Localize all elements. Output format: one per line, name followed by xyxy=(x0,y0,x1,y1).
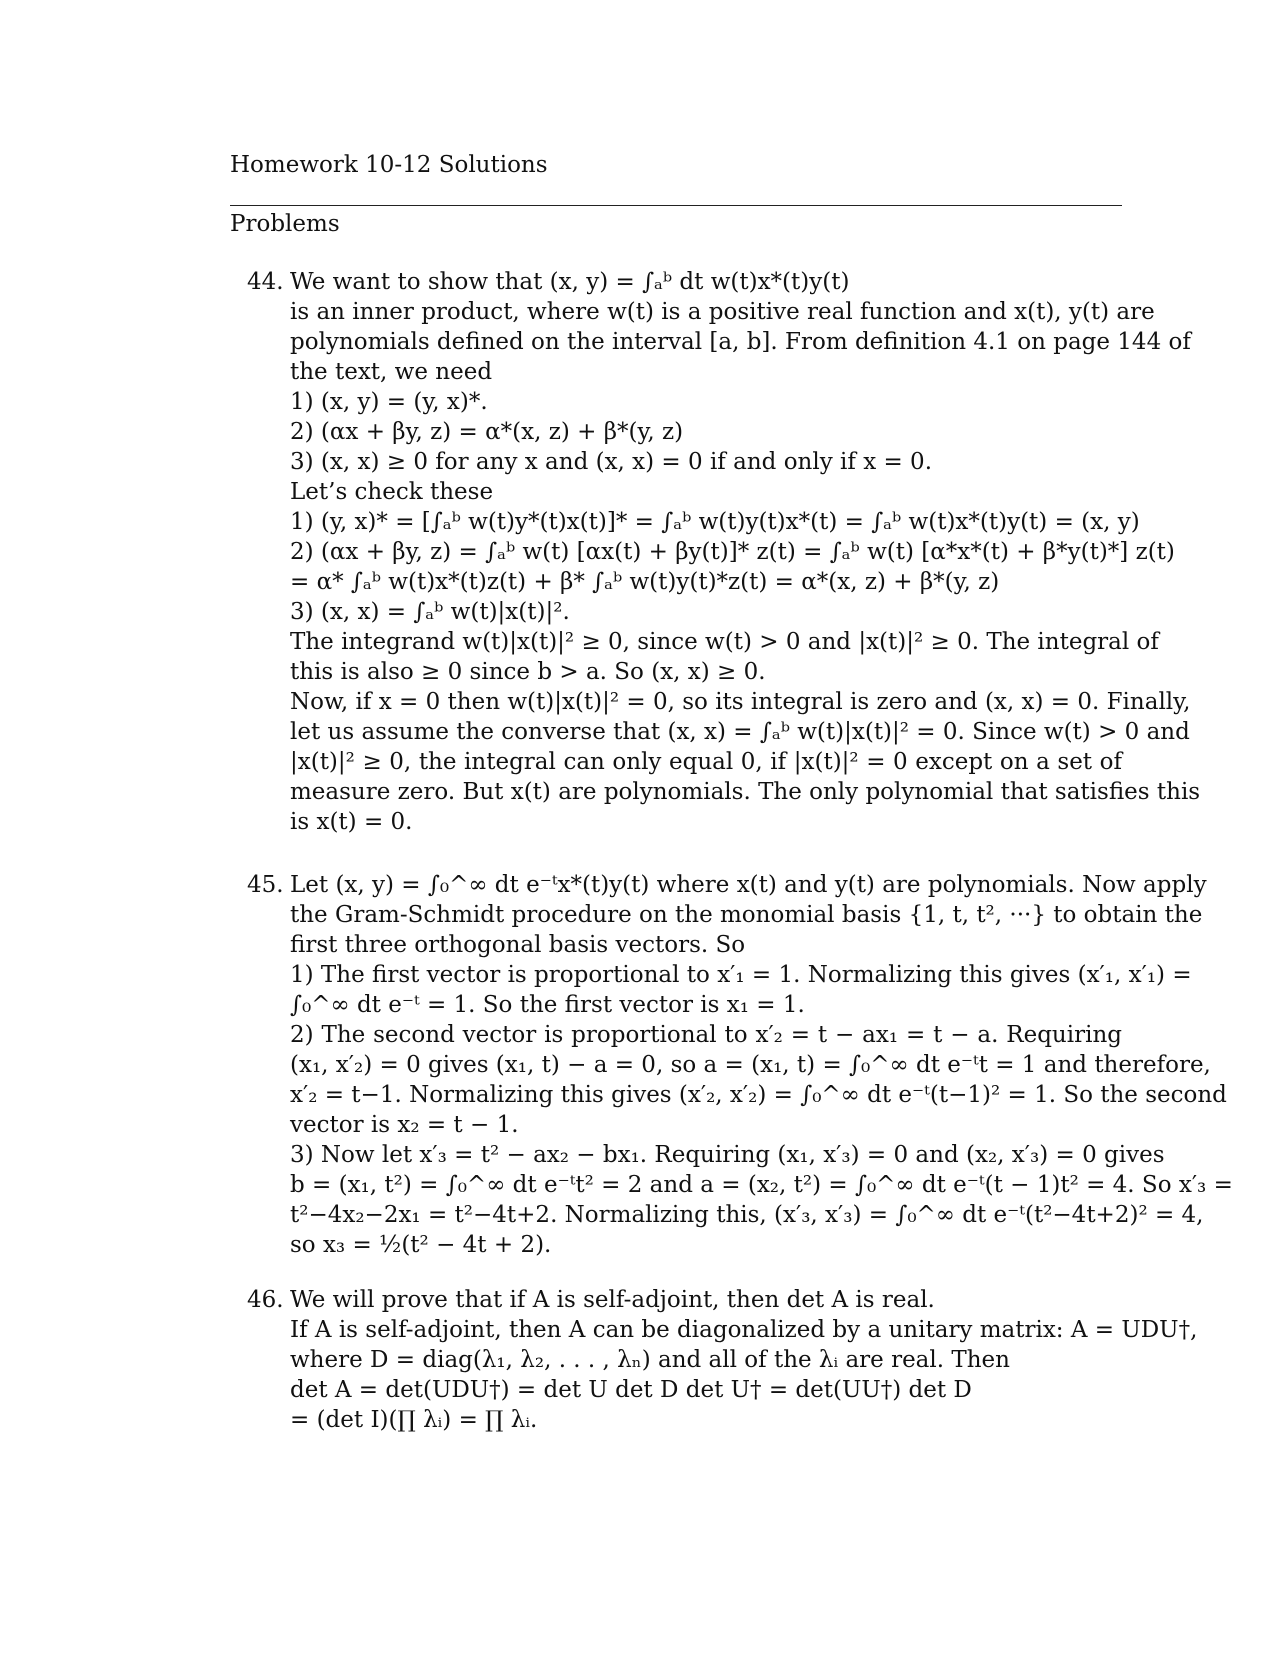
text-line: first three orthogonal basis vectors. So xyxy=(290,932,746,958)
text-line: polynomials defined on the interval [a, b]. From definition 4.1 on page 144 of xyxy=(290,329,1191,355)
text-line: x′₂ = t−1. Normalizing this gives (x′₂, x′₂) = ∫₀^∞ dt e⁻ᵗ(t−1)² = 1. So the second xyxy=(290,1082,1227,1108)
text-line: 1) The first vector is proportional to x′₁ = 1. Normalizing this gives (x′₁, x′₁) = xyxy=(290,962,1192,988)
text-line: this is also ≥ 0 since b > a. So (x, x) ≥ 0. xyxy=(290,659,766,685)
section-title: Problems xyxy=(230,211,340,237)
text-line: 3) Now let x′₃ = t² − ax₂ − bx₁. Requiring (x₁, x′₃) = 0 and (x₂, x′₃) = 0 gives xyxy=(290,1142,1165,1168)
text-line: is an inner product, where w(t) is a positive real function and x(t), y(t) are xyxy=(290,299,1155,325)
text-line: = (det I)(∏ λᵢ) = ∏ λᵢ. xyxy=(290,1407,538,1433)
text-line: ∫₀^∞ dt e⁻ᵗ = 1. So the first vector is x₁ = 1. xyxy=(290,992,805,1018)
text-line: the text, we need xyxy=(290,359,493,385)
text-line: Let (x, y) = ∫₀^∞ dt e⁻ᵗx*(t)y(t) where x(t) and y(t) are polynomials. Now apply xyxy=(290,872,1207,898)
text-line: We want to show that (x, y) = ∫ₐᵇ dt w(t)x*(t)y(t) xyxy=(290,269,850,295)
page-header: Homework 10-12 Solutions xyxy=(230,152,548,178)
problem-body xyxy=(290,1285,1198,1435)
text-line: If A is self-adjoint, then A can be diagonalized by a unitary matrix: A = UDU†, xyxy=(290,1317,1198,1343)
text-line: let us assume the converse that (x, x) = ∫ₐᵇ w(t)|x(t)|² = 0. Since w(t) > 0 and xyxy=(290,719,1190,745)
text-line: 3) (x, x) = ∫ₐᵇ w(t)|x(t)|². xyxy=(290,599,570,625)
text-line: b = (x₁, t²) = ∫₀^∞ dt e⁻ᵗt² = 2 and a = (x₂, t²) = ∫₀^∞ dt e⁻ᵗ(t − 1)t² = 4. So x′₃ = xyxy=(290,1172,1233,1198)
text-line: 1) (x, y) = (y, x)*. xyxy=(290,389,488,415)
text-line: t²−4x₂−2x₁ = t²−4t+2. Normalizing this, (x′₃, x′₃) = ∫₀^∞ dt e⁻ᵗ(t²−4t+2)² = 4, xyxy=(290,1202,1204,1228)
problem-body xyxy=(290,870,1233,1260)
text-line: (x₁, x′₂) = 0 gives (x₁, t) − a = 0, so a = (x₁, t) = ∫₀^∞ dt e⁻ᵗt = 1 and therefore, xyxy=(290,1052,1211,1078)
text-line: measure zero. But x(t) are polynomials. The only polynomial that satisfies this xyxy=(290,779,1201,805)
problem-body xyxy=(290,267,1201,837)
text-line: Now, if x = 0 then w(t)|x(t)|² = 0, so its integral is zero and (x, x) = 0. Finally, xyxy=(290,689,1191,715)
text-line: 2) (αx + βy, z) = ∫ₐᵇ w(t) [αx(t) + βy(t)]* z(t) = ∫ₐᵇ w(t) [α*x*(t) + β*y(t)*] z(t) xyxy=(290,539,1175,565)
text-line: vector is x₂ = t − 1. xyxy=(290,1112,519,1138)
text-line: 2) (αx + βy, z) = α*(x, z) + β*(y, z) xyxy=(290,419,684,445)
text-line: the Gram-Schmidt procedure on the monomial basis {1, t, t², ···} to obtain the xyxy=(290,902,1203,928)
text-line: We will prove that if A is self-adjoint, then det A is real. xyxy=(290,1287,935,1313)
header-rule xyxy=(230,205,1122,206)
text-line: where D = diag(λ₁, λ₂, . . . , λₙ) and all of the λᵢ are real. Then xyxy=(290,1347,1010,1373)
text-line: 2) The second vector is proportional to x′₂ = t − ax₁ = t − a. Requiring xyxy=(290,1022,1122,1048)
text-line: = α* ∫ₐᵇ w(t)x*(t)z(t) + β* ∫ₐᵇ w(t)y(t)*z(t) = α*(x, z) + β*(y, z) xyxy=(290,569,1000,595)
problem-number: 45. xyxy=(247,872,284,898)
text-line: is x(t) = 0. xyxy=(290,809,413,835)
text-line: so x₃ = ½(t² − 4t + 2). xyxy=(290,1232,552,1258)
problem-number: 44. xyxy=(247,269,284,295)
text-line: Let’s check these xyxy=(290,479,494,505)
problem-number: 46. xyxy=(247,1287,284,1313)
text-line: 1) (y, x)* = [∫ₐᵇ w(t)y*(t)x(t)]* = ∫ₐᵇ w(t)y(t)x*(t) = ∫ₐᵇ w(t)x*(t)y(t) = (x, y) xyxy=(290,509,1140,535)
text-line: The integrand w(t)|x(t)|² ≥ 0, since w(t) > 0 and |x(t)|² ≥ 0. The integral of xyxy=(290,629,1159,655)
text-line: |x(t)|² ≥ 0, the integral can only equal 0, if |x(t)|² = 0 except on a set of xyxy=(290,749,1122,775)
text-line: det A = det(UDU†) = det U det D det U† = det(UU†) det D xyxy=(290,1377,972,1403)
text-line: 3) (x, x) ≥ 0 for any x and (x, x) = 0 if and only if x = 0. xyxy=(290,449,933,475)
